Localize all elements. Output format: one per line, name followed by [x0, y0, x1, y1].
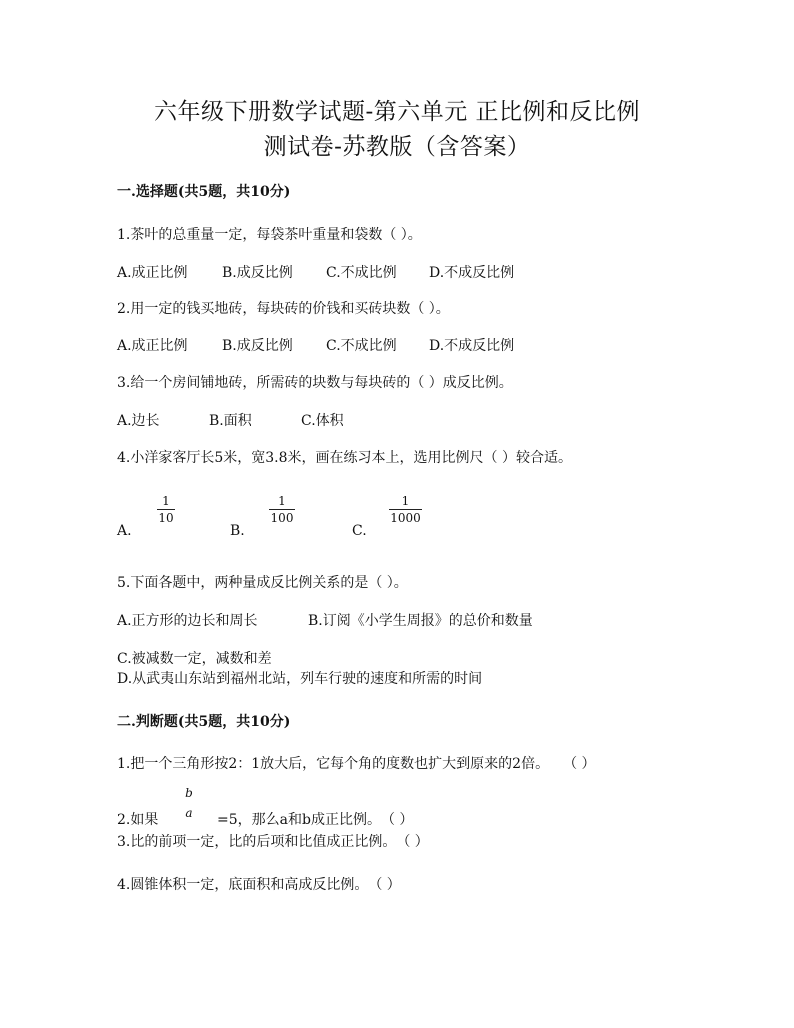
fraction-numerator: b — [185, 786, 193, 800]
question-3-option-b[interactable]: B.面积 — [209, 413, 252, 429]
question-4-option-a[interactable]: A. — [117, 523, 132, 539]
fraction-b-over-a — [182, 786, 196, 820]
question-4-option-b[interactable]: B. — [230, 523, 245, 539]
question-2-text: 2.用一定的钱买地砖，每块砖的价钱和买砖块数（ ）。 — [117, 301, 450, 317]
page-title-line2: 测试卷-苏教版（含答案） — [263, 134, 531, 160]
fraction-bar — [157, 509, 175, 510]
judgement-2-prefix: 2.如果 — [117, 812, 159, 828]
question-3-text: 3.给一个房间铺地砖，所需砖的块数与每块砖的（ ）成反比例。 — [117, 375, 513, 391]
question-1-option-d[interactable]: D.不成反比例 — [429, 265, 515, 281]
fraction-numerator: 1 — [401, 494, 410, 508]
question-2-option-c[interactable]: C.不成比例 — [326, 338, 397, 354]
fraction-denominator: 10 — [158, 511, 174, 525]
question-1-text: 1.茶叶的总重量一定，每袋茶叶重量和袋数（ ）。 — [117, 227, 422, 243]
judgement-2-suffix: =5，那么a和b成正比例。 （ ） — [217, 812, 414, 828]
question-4-text: 4.小洋家客厅长5米，宽3.8米，画在练习本上，选用比例尺（ ）较合适。 — [117, 450, 572, 466]
question-5-option-c[interactable]: C.被减数一定，减数和差 — [117, 651, 272, 667]
question-5-text: 5.下面各题中，两种量成反比例关系的是（ ）。 — [117, 575, 408, 591]
question-2-option-a[interactable]: A.成正比例 — [117, 338, 188, 354]
fraction-denominator: a — [185, 806, 193, 820]
fraction-1-1000 — [389, 494, 422, 525]
judgement-1-text: 1.把一个三角形按2：1放大后，它每个角的度数也扩大到原来的2倍。 （ ） — [117, 756, 596, 772]
question-1-option-c[interactable]: C.不成比例 — [326, 265, 397, 281]
fraction-bar — [389, 509, 422, 510]
section-heading-choice: 一.选择题(共5题，共10分) — [117, 184, 291, 200]
fraction-1-10 — [157, 494, 175, 525]
fraction-denominator: 1000 — [390, 511, 421, 525]
question-5-option-a[interactable]: A.正方形的边长和周长 — [117, 613, 258, 629]
fraction-bar — [269, 509, 295, 510]
fraction-bar — [182, 801, 196, 805]
question-1-option-b[interactable]: B.成反比例 — [222, 265, 293, 281]
fraction-numerator: 1 — [278, 494, 286, 508]
page-title-line1: 六年级下册数学试题-第六单元 正比例和反比例 — [153, 99, 641, 125]
question-3-option-a[interactable]: A.边长 — [117, 413, 160, 429]
fraction-denominator: 100 — [270, 511, 294, 525]
question-3-option-c[interactable]: C.体积 — [301, 413, 344, 429]
question-5-option-b[interactable]: B.订阅《小学生周报》的总价和数量 — [308, 613, 533, 629]
fraction-numerator: 1 — [162, 494, 170, 508]
question-5-option-d[interactable]: D.从武夷山东站到福州北站，列车行驶的速度和所需的时间 — [117, 671, 483, 687]
judgement-3-text: 3.比的前项一定，比的后项和比值成正比例。 （ ） — [117, 834, 429, 850]
judgement-4-text: 4.圆锥体积一定，底面积和高成反比例。 （ ） — [117, 877, 401, 893]
fraction-1-100 — [269, 494, 295, 525]
section-heading-judgement: 二.判断题(共5题，共10分) — [117, 714, 291, 730]
question-2-option-d[interactable]: D.不成反比例 — [429, 338, 515, 354]
question-4-option-c[interactable]: C. — [352, 523, 367, 539]
question-2-option-b[interactable]: B.成反比例 — [222, 338, 293, 354]
question-1-option-a[interactable]: A.成正比例 — [117, 265, 188, 281]
